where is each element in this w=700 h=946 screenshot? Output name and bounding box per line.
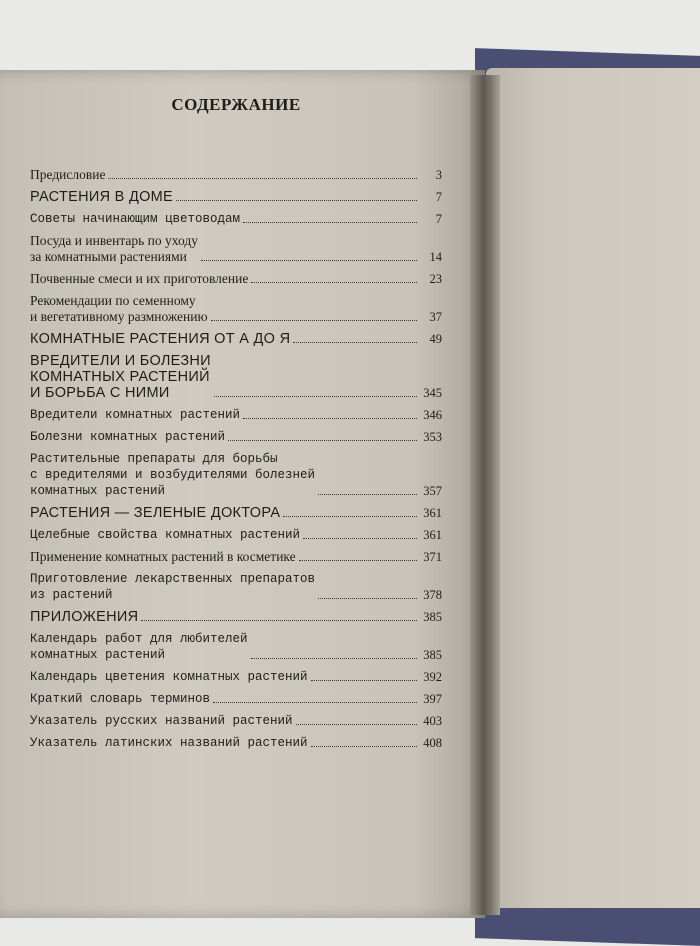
toc-entry-label: Предисловие [30, 167, 106, 182]
toc-entry-label: Почвенные смеси и их приготовление [30, 271, 249, 286]
toc-entry-label: Растительные препараты для борьбы с вредителями и возбудителями болезней комнатных растений [30, 452, 316, 498]
toc-entry-page: 7 [435, 190, 442, 204]
toc-entry-label: Болезни комнатных растений [30, 430, 226, 444]
toc-entry-page: 37 [429, 310, 442, 324]
toc-title: СОДЕРЖАНИЕ [171, 95, 301, 114]
toc-entry-page: 385 [423, 648, 442, 662]
toc-entry [30, 167, 442, 183]
dot-leader [176, 200, 417, 201]
toc-entry-label: Календарь работ для любителей комнатных растений [30, 632, 248, 662]
toc-entry-page: 346 [423, 408, 442, 422]
toc-entry-page: 397 [423, 692, 442, 706]
toc-entry-page: 357 [423, 484, 442, 498]
book-spine-gutter [470, 75, 500, 915]
toc-entry-label: Целебные свойства комнатных растений [30, 528, 301, 542]
table-of-contents [30, 95, 442, 757]
toc-entry [30, 505, 442, 521]
dot-leader [108, 178, 417, 179]
toc-entry [30, 211, 442, 227]
toc-entry-page: 7 [435, 212, 442, 226]
toc-entry [30, 713, 442, 729]
toc-entry-label: РАСТЕНИЯ — ЗЕЛЕНЫЕ ДОКТОРА [30, 505, 281, 521]
dot-leader [311, 746, 417, 747]
toc-entry-label: Приготовление лекарственных препаратов из растений [30, 572, 316, 602]
dot-leader [251, 282, 417, 283]
toc-entry [30, 429, 442, 445]
toc-entry-label: КОМНАТНЫЕ РАСТЕНИЯ ОТ А ДО Я [30, 331, 291, 347]
toc-entry [30, 233, 442, 265]
dot-leader [303, 538, 417, 539]
toc-entry-label: РАСТЕНИЯ В ДОМЕ [30, 189, 174, 205]
dot-leader [243, 222, 417, 223]
toc-entry-label: Краткий словарь терминов [30, 692, 211, 706]
dot-leader [213, 702, 417, 703]
toc-entry-page: 403 [423, 714, 442, 728]
toc-entry-label: Советы начинающим цветоводам [30, 212, 241, 226]
toc-entry-page: 3 [435, 168, 442, 182]
toc-entry-page: 378 [423, 588, 442, 602]
toc-entry-label: Календарь цветения комнатных растений [30, 670, 308, 684]
toc-entry-page: 23 [429, 272, 442, 286]
toc-entry [30, 407, 442, 423]
toc-entry [30, 353, 442, 401]
toc-entry [30, 549, 442, 565]
toc-entry [30, 631, 442, 663]
toc-entry-label: ВРЕДИТЕЛИ И БОЛЕЗНИ КОМНАТНЫХ РАСТЕНИЙ И БОРЬБА С НИМИ [30, 353, 211, 401]
toc-list [30, 167, 442, 751]
right-page [486, 68, 700, 908]
toc-entry-page: 14 [429, 250, 442, 264]
toc-entry [30, 189, 442, 205]
dot-leader [318, 598, 417, 599]
toc-entry-label: ПРИЛОЖЕНИЯ [30, 609, 139, 625]
toc-entry-label: Рекомендации по семенному и вегетативному размножению [30, 293, 208, 324]
dot-leader [251, 658, 417, 659]
dot-leader [141, 620, 417, 621]
toc-entry [30, 691, 442, 707]
toc-entry-page: 361 [423, 528, 442, 542]
toc-entry-page: 353 [423, 430, 442, 444]
dot-leader [201, 260, 417, 261]
toc-entry [30, 293, 442, 325]
toc-entry-label: Указатель латинских названий растений [30, 736, 308, 750]
toc-entry-page: 392 [423, 670, 442, 684]
toc-entry-page: 408 [423, 736, 442, 750]
toc-entry-page: 361 [423, 506, 442, 520]
toc-entry-page: 49 [429, 332, 442, 346]
toc-entry-label: Применение комнатных растений в косметике [30, 549, 296, 564]
toc-entry-label: Вредители комнатных растений [30, 408, 241, 422]
toc-entry-label: Указатель русских названий растений [30, 714, 293, 728]
dot-leader [318, 494, 417, 495]
toc-entry-label: Посуда и инвентарь по уходу за комнатными растениями [30, 233, 198, 264]
dot-leader [311, 680, 417, 681]
toc-entry [30, 669, 442, 685]
toc-entry [30, 735, 442, 751]
toc-entry-page: 385 [423, 610, 442, 624]
dot-leader [228, 440, 417, 441]
dot-leader [299, 560, 417, 561]
dot-leader [293, 342, 417, 343]
toc-entry [30, 571, 442, 603]
dot-leader [296, 724, 417, 725]
toc-entry [30, 451, 442, 499]
dot-leader [283, 516, 417, 517]
dot-leader [214, 396, 417, 397]
dot-leader [211, 320, 417, 321]
toc-entry [30, 331, 442, 347]
toc-entry-page: 345 [423, 386, 442, 400]
dot-leader [243, 418, 417, 419]
toc-entry-page: 371 [423, 550, 442, 564]
toc-entry [30, 609, 442, 625]
toc-entry [30, 271, 442, 287]
toc-entry [30, 527, 442, 543]
